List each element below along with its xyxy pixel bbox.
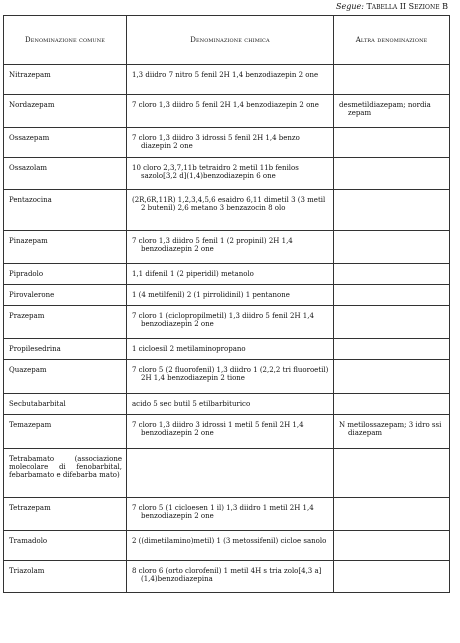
cell-altra-denominazione [334, 561, 450, 593]
cell-denominazione-comune: Quazepam [4, 360, 127, 394]
cell-denominazione-comune: Prazepam [4, 306, 127, 339]
table-row [4, 264, 450, 285]
cell-denominazione-chimica: 1 cicloesil 2 metilaminopropano [127, 339, 334, 360]
table-row [4, 65, 450, 95]
table-row [4, 498, 450, 531]
cell-denominazione-comune: Nordazepam [4, 95, 127, 128]
table-row [4, 285, 450, 306]
cell-denominazione-chimica: 1,1 difenil 1 (2 piperidil) metanolo [127, 264, 334, 285]
cell-denominazione-comune: Ossazepam [4, 128, 127, 158]
cell-denominazione-chimica: 1 (4 metilfenil) 2 (1 pirrolidinil) 1 pentanone [127, 285, 334, 306]
cell-denominazione-chimica: 7 cloro 1,3 diidro 3 idrossi 1 metil 5 fenil 2H 1,4 benzodiazepin 2 one [127, 415, 334, 449]
cell-altra-denominazione [334, 360, 450, 394]
cell-denominazione-comune: Triazolam [4, 561, 127, 593]
cell-denominazione-comune: Ossazolam [4, 158, 127, 190]
cell-altra-denominazione [334, 158, 450, 190]
table-header-row [4, 16, 450, 65]
col-header-chimica: Denominazione chimica [127, 16, 334, 65]
col-header-altra: Altra denominazione [334, 16, 450, 65]
table-row [4, 128, 450, 158]
table-row [4, 306, 450, 339]
cell-denominazione-chimica: 7 cloro 1,3 diidro 5 fenil 1 (2 propinil) 2H 1,4 benzodiazepin 2 one [127, 231, 334, 264]
cell-denominazione-comune: Pinazepam [4, 231, 127, 264]
cell-altra-denominazione [334, 231, 450, 264]
table-row [4, 339, 450, 360]
cell-altra-denominazione [334, 449, 450, 498]
substances-table [3, 15, 450, 593]
cell-altra-denominazione [334, 306, 450, 339]
cell-altra-denominazione [334, 498, 450, 531]
table-row [4, 158, 450, 190]
cell-denominazione-chimica: 7 cloro 1,3 diidro 3 idrossi 5 fenil 2H 1,4 benzo diazepin 2 one [127, 128, 334, 158]
table-row [4, 449, 450, 498]
cell-denominazione-comune: Pentazocina [4, 190, 127, 231]
cell-denominazione-chimica: 7 cloro 1 (ciclopropilmetil) 1,3 diidro 5 fenil 2H 1,4 benzodiazepin 2 one [127, 306, 334, 339]
table-section-label: Tabella II Sezione B [366, 2, 448, 11]
table-body [4, 65, 450, 593]
cell-denominazione-comune: Tetrabamato (associazione molecolare di fenobarbital, febarbamato e difebarba mato) [4, 449, 127, 498]
cell-denominazione-chimica: 10 cloro 2,3,7,11b tetraidro 2 metil 11b fenilos sazolo[3,2 d](1,4)benzodiazepin 6 one [127, 158, 334, 190]
table-row [4, 561, 450, 593]
table-row [4, 95, 450, 128]
cell-denominazione-comune: Pirovalerone [4, 285, 127, 306]
cell-denominazione-chimica: 2 ((dimetilamino)metil) 1 (3 metossifenil) cicloe sanolo [127, 531, 334, 561]
cell-denominazione-comune: Pipradolo [4, 264, 127, 285]
cell-denominazione-chimica: 1,3 diidro 7 nitro 5 fenil 2H 1,4 benzodiazepin 2 one [127, 65, 334, 95]
cell-denominazione-chimica [127, 449, 334, 498]
table-row [4, 531, 450, 561]
cell-altra-denominazione: desmetildiazepam; nordia zepam [334, 95, 450, 128]
page-header [336, 2, 448, 11]
cell-denominazione-comune: Secbutabarbital [4, 394, 127, 415]
cell-denominazione-chimica: acido 5 sec butil 5 etilbarbiturico [127, 394, 334, 415]
table-row [4, 231, 450, 264]
cell-denominazione-chimica: 8 cloro 6 (orto clorofenil) 1 metil 4H s tria zolo[4,3 a] (1,4)benzodiazepina [127, 561, 334, 593]
cell-altra-denominazione [334, 339, 450, 360]
cell-altra-denominazione [334, 394, 450, 415]
cell-denominazione-comune: Propilesedrina [4, 339, 127, 360]
cell-altra-denominazione [334, 65, 450, 95]
cell-altra-denominazione: N metilossazepam; 3 idro ssi diazepam [334, 415, 450, 449]
cell-denominazione-chimica: (2R,6R,11R) 1,2,3,4,5,6 esaidro 6,11 dimetil 3 (3 metil 2 butenil) 2,6 metano 3 benzazocin 8 olo [127, 190, 334, 231]
cell-denominazione-chimica: 7 cloro 5 (1 cicloesen 1 il) 1,3 diidro 1 metil 2H 1,4 benzodiazepin 2 one [127, 498, 334, 531]
col-header-comune: Denominazione comune [4, 16, 127, 65]
cell-denominazione-comune: Tetrazepam [4, 498, 127, 531]
segue-label: Segue: [335, 2, 364, 11]
cell-denominazione-comune: Temazepam [4, 415, 127, 449]
cell-altra-denominazione [334, 285, 450, 306]
cell-altra-denominazione [334, 128, 450, 158]
cell-altra-denominazione [334, 531, 450, 561]
cell-altra-denominazione [334, 190, 450, 231]
cell-altra-denominazione [334, 264, 450, 285]
cell-denominazione-comune: Nitrazepam [4, 65, 127, 95]
table-row [4, 415, 450, 449]
table-row [4, 394, 450, 415]
table-row [4, 190, 450, 231]
cell-denominazione-chimica: 7 cloro 5 (2 fluorofenil) 1,3 diidro 1 (2,2,2 tri fluoroetil) 2H 1,4 benzodiazepin 2 tione [127, 360, 334, 394]
cell-denominazione-comune: Tramadolo [4, 531, 127, 561]
cell-denominazione-chimica: 7 cloro 1,3 diidro 5 fenil 2H 1,4 benzodiazepin 2 one [127, 95, 334, 128]
table-row [4, 360, 450, 394]
